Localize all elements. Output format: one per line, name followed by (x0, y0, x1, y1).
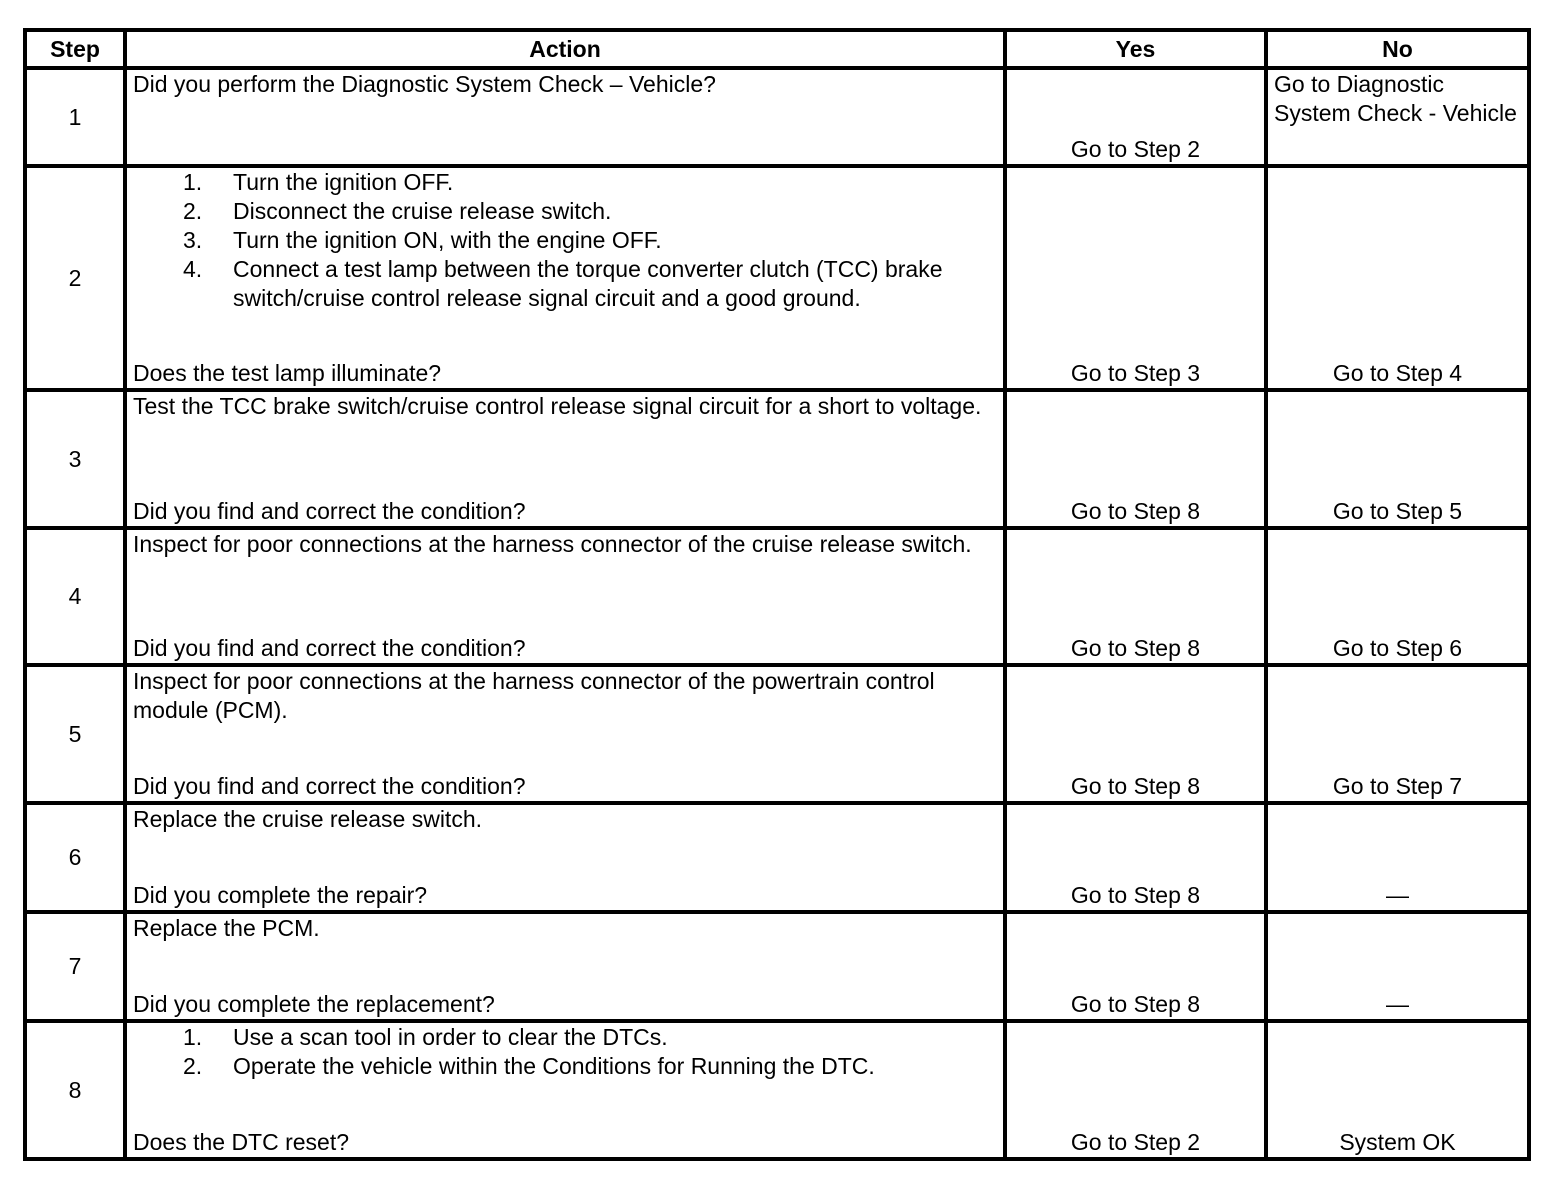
action-cell (125, 1021, 1005, 1159)
table-row (25, 1021, 1529, 1159)
action-question: Did you find and correct the condition? (133, 498, 526, 524)
no-result: Go to Step 7 (1266, 665, 1529, 803)
no-result: — (1266, 912, 1529, 1021)
action-step-text: Disconnect the cruise release switch. (233, 198, 612, 224)
no-result: Go to Step 6 (1266, 528, 1529, 665)
action-step-text: Operate the vehicle within the Conditions for Running the DTC. (233, 1053, 875, 1079)
step-number: 4 (25, 528, 125, 665)
action-question: Did you complete the replacement? (133, 991, 495, 1017)
yes-result: Go to Step 2 (1005, 68, 1266, 166)
action-cell (125, 912, 1005, 1021)
header-action: Action (125, 30, 1005, 68)
step-number: 1 (25, 68, 125, 166)
yes-result: Go to Step 2 (1005, 1021, 1266, 1159)
action-question: Did you find and correct the condition? (133, 773, 526, 799)
table-row (25, 528, 1529, 665)
yes-result: Go to Step 8 (1005, 912, 1266, 1021)
action-step-item (183, 1023, 997, 1052)
step-number: 2 (25, 166, 125, 390)
action-step-text: Use a scan tool in order to clear the DTCs. (233, 1024, 668, 1050)
action-step-number: 4. (183, 256, 203, 282)
action-step-number: 1. (183, 1024, 203, 1050)
action-question: Did you perform the Diagnostic System Check – Vehicle? (133, 71, 716, 97)
action-step-text: Turn the ignition OFF. (233, 169, 454, 195)
table-row (25, 390, 1529, 528)
action-cell (125, 665, 1005, 803)
table-header-row (25, 30, 1529, 68)
action-cell (125, 68, 1005, 166)
action-step-item (183, 255, 997, 313)
action-instruction: Replace the PCM. (133, 915, 320, 941)
action-step-number: 3. (183, 227, 203, 253)
action-cell (125, 803, 1005, 912)
table-row (25, 803, 1529, 912)
no-result: System OK (1266, 1021, 1529, 1159)
table-row (25, 665, 1529, 803)
step-number: 7 (25, 912, 125, 1021)
no-result: Go to Step 5 (1266, 390, 1529, 528)
action-instruction: Inspect for poor connections at the harness connector of the powertrain control module (PCM). (133, 668, 935, 723)
action-step-number: 2. (183, 198, 203, 224)
action-question: Did you complete the repair? (133, 882, 428, 908)
yes-result: Go to Step 3 (1005, 166, 1266, 390)
step-number: 8 (25, 1021, 125, 1159)
action-steps-list (133, 1023, 997, 1081)
table-row (25, 912, 1529, 1021)
diagnostic-table (23, 28, 1531, 1161)
step-number: 6 (25, 803, 125, 912)
action-steps-list (133, 168, 997, 313)
step-number: 3 (25, 390, 125, 528)
action-instruction: Test the TCC brake switch/cruise control release signal circuit for a short to voltage. (133, 393, 982, 419)
action-question: Does the test lamp illuminate? (133, 360, 442, 386)
action-step-item (183, 226, 997, 255)
no-result: Go to Diagnostic System Check - Vehicle (1266, 68, 1529, 166)
table-row (25, 166, 1529, 390)
action-instruction: Replace the cruise release switch. (133, 806, 482, 832)
action-step-text: Turn the ignition ON, with the engine OFF. (233, 227, 662, 253)
action-step-number: 2. (183, 1053, 203, 1079)
yes-result: Go to Step 8 (1005, 390, 1266, 528)
action-cell (125, 166, 1005, 390)
action-step-number: 1. (183, 169, 203, 195)
header-yes: Yes (1005, 30, 1266, 68)
table-body (25, 68, 1529, 1159)
table-row (25, 68, 1529, 166)
yes-result: Go to Step 8 (1005, 528, 1266, 665)
yes-result: Go to Step 8 (1005, 665, 1266, 803)
no-result: — (1266, 803, 1529, 912)
action-cell (125, 528, 1005, 665)
action-question: Does the DTC reset? (133, 1129, 350, 1155)
yes-result: Go to Step 8 (1005, 803, 1266, 912)
action-step-item (183, 1052, 997, 1081)
action-instruction: Inspect for poor connections at the harness connector of the cruise release switch. (133, 531, 972, 557)
header-no: No (1266, 30, 1529, 68)
no-result: Go to Step 4 (1266, 166, 1529, 390)
header-step: Step (25, 30, 125, 68)
action-cell (125, 390, 1005, 528)
action-step-item (183, 197, 997, 226)
step-number: 5 (25, 665, 125, 803)
action-step-item (183, 168, 997, 197)
action-step-text: Connect a test lamp between the torque converter clutch (TCC) brake switch/cruise control release signal circuit and a good ground. (233, 256, 943, 311)
action-question: Did you find and correct the condition? (133, 635, 526, 661)
